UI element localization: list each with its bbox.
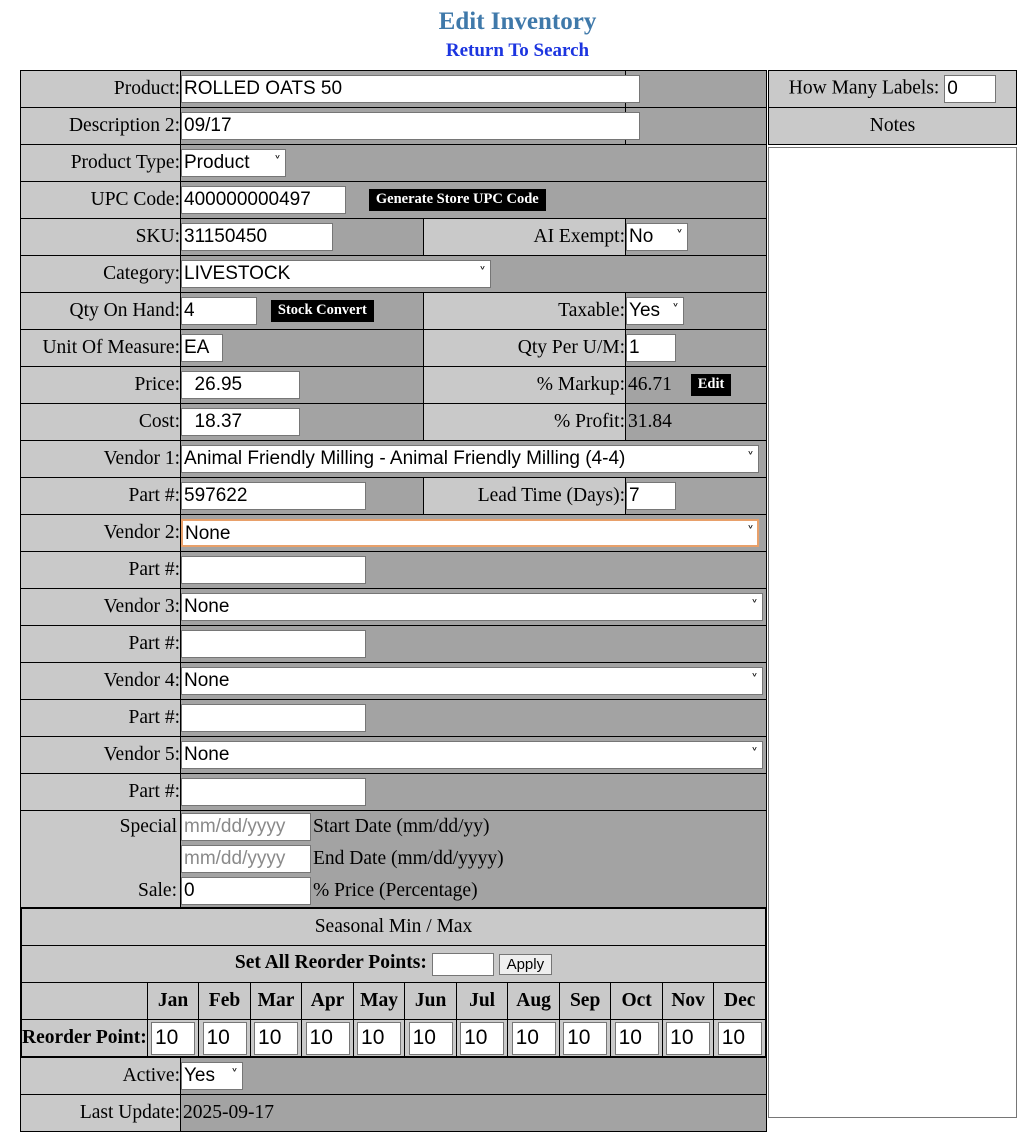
notes-header: Notes: [769, 108, 1017, 145]
row-qty-on-hand: [21, 293, 767, 330]
qty-per-um-label: Qty Per U/M:: [424, 330, 626, 367]
lead-time-input[interactable]: [626, 482, 676, 510]
inventory-form-table: [20, 70, 767, 1132]
vendor1-label: Vendor 1:: [21, 441, 181, 478]
page-header: [0, 0, 1035, 62]
part1-input[interactable]: [181, 482, 366, 510]
reorder-point-input-aug[interactable]: [512, 1022, 556, 1055]
upc-code-value-cell: [181, 182, 767, 219]
special-sale-value-cell: [181, 811, 767, 908]
reorder-point-input-feb[interactable]: [203, 1022, 247, 1055]
sku-label: SKU:: [21, 219, 181, 256]
seasonal-title: Seasonal Min / Max: [22, 909, 766, 946]
reorder-point-cell-dec: [714, 1020, 766, 1057]
row-cost: [21, 404, 767, 441]
reorder-point-input-apr[interactable]: [306, 1022, 350, 1055]
month-header-feb: Feb: [199, 983, 251, 1020]
vendor2-select[interactable]: [181, 519, 759, 547]
special-end-date-input[interactable]: [181, 845, 311, 873]
sku-value-cell: [181, 219, 424, 256]
vendor1-value-cell: [181, 441, 767, 478]
row-unit-of-measure: [21, 330, 767, 367]
product-label: Product:: [21, 71, 181, 108]
part2-input[interactable]: [181, 556, 366, 584]
profit-value: 31.84: [628, 411, 672, 432]
how-many-labels-input[interactable]: [944, 75, 996, 103]
markup-label: % Markup:: [424, 367, 626, 404]
row-product: [21, 71, 767, 108]
month-header-jul: Jul: [456, 983, 508, 1020]
row-vendor1: [21, 441, 767, 478]
reorder-point-cell-aug: [508, 1020, 560, 1057]
cost-input[interactable]: [181, 408, 300, 436]
row-description2: [21, 108, 767, 145]
start-date-text: Start Date (mm/dd/yy): [313, 816, 490, 837]
reorder-point-cell-jul: [456, 1020, 508, 1057]
row-special-sale: [21, 811, 767, 908]
product-type-label: Product Type:: [21, 145, 181, 182]
markup-value-cell: [626, 367, 767, 404]
active-value-cell: [181, 1058, 767, 1095]
how-many-labels-cell: [769, 71, 1017, 108]
return-to-search-link[interactable]: Return To Search: [445, 39, 590, 61]
month-header-apr: Apr: [302, 983, 354, 1020]
reorder-point-cell-apr: [302, 1020, 354, 1057]
ai-exempt-label: AI Exempt:: [424, 219, 626, 256]
vendor5-value-cell: [181, 737, 767, 774]
special-start-date-row: [181, 811, 766, 843]
category-label: Category:: [21, 256, 181, 293]
taxable-select-wrap: [626, 297, 684, 325]
qty-on-hand-label: Qty On Hand:: [21, 293, 181, 330]
seasonal-month-header-row: [22, 983, 766, 1020]
vendor2-select-wrap: [181, 519, 759, 547]
ai-exempt-select-wrap: [626, 223, 688, 251]
vendor3-value-cell: [181, 589, 767, 626]
inventory-form-column: [20, 70, 766, 1132]
row-upc-code: [21, 182, 767, 219]
month-header-mar: Mar: [250, 983, 302, 1020]
reorder-point-input-jul[interactable]: [460, 1022, 504, 1055]
month-header-aug: Aug: [508, 983, 560, 1020]
end-date-text: End Date (mm/dd/yyyy): [313, 848, 504, 869]
product-value-cell: [181, 71, 626, 108]
part5-input[interactable]: [181, 778, 366, 806]
special-percent-input[interactable]: [181, 877, 311, 905]
ai-exempt-select[interactable]: [626, 223, 688, 251]
part3-label: Part #:: [21, 626, 181, 663]
special-sale-label-cell: [21, 811, 181, 908]
side-panel-column: [768, 70, 1017, 1118]
ai-exempt-value-cell: [626, 219, 767, 256]
side-panel-table: [768, 70, 1017, 145]
last-update-value-cell: [181, 1095, 767, 1132]
description2-spacer-cell: [626, 108, 767, 145]
generate-store-upc-code-button[interactable]: Generate Store UPC Code: [369, 189, 546, 211]
row-part5: [21, 774, 767, 811]
vendor2-label: Vendor 2:: [21, 515, 181, 552]
part4-label: Part #:: [21, 700, 181, 737]
product-input[interactable]: [181, 75, 640, 103]
upc-code-label: UPC Code:: [21, 182, 181, 219]
description2-input[interactable]: [181, 112, 640, 140]
vendor5-select[interactable]: [181, 741, 763, 769]
special-label: Special: [119, 816, 177, 837]
reorder-point-input-may[interactable]: [357, 1022, 401, 1055]
category-value-cell: [181, 256, 767, 293]
unit-of-measure-value-cell: [181, 330, 424, 367]
row-product-type: [21, 145, 767, 182]
row-seasonal: [21, 908, 767, 1058]
row-price: [21, 367, 767, 404]
sale-label: Sale:: [138, 880, 177, 901]
month-header-oct: Oct: [611, 983, 663, 1020]
profit-value-cell: [626, 404, 767, 441]
active-select-wrap: [181, 1062, 243, 1090]
how-many-labels-label: How Many Labels:: [788, 77, 940, 99]
row-last-update: [21, 1095, 767, 1132]
vendor3-select[interactable]: [181, 593, 763, 621]
page-title: Edit Inventory: [438, 8, 597, 35]
part5-label: Part #:: [21, 774, 181, 811]
qty-on-hand-input[interactable]: [181, 297, 257, 325]
row-part3: [21, 626, 767, 663]
percent-price-text: % Price (Percentage): [313, 880, 478, 901]
seasonal-section: [21, 908, 767, 1058]
part5-value-cell: [181, 774, 767, 811]
product-spacer-cell: [626, 71, 767, 108]
seasonal-title-row: [22, 909, 766, 946]
description2-value-cell: [181, 108, 626, 145]
vendor3-select-wrap: [181, 593, 763, 621]
row-vendor3: [21, 589, 767, 626]
unit-of-measure-input[interactable]: [181, 334, 223, 362]
reorder-point-cell-sep: [559, 1020, 611, 1057]
month-header-dec: Dec: [714, 983, 766, 1020]
unit-of-measure-label: Unit Of Measure:: [21, 330, 181, 367]
vendor4-select-wrap: [181, 667, 763, 695]
lead-time-label: Lead Time (Days):: [424, 478, 626, 515]
vendor5-select-wrap: [181, 741, 763, 769]
qty-per-um-value-cell: [626, 330, 767, 367]
vendor4-select[interactable]: [181, 667, 763, 695]
part3-value-cell: [181, 626, 767, 663]
taxable-select[interactable]: [626, 297, 684, 325]
price-value-cell: [181, 367, 424, 404]
set-all-cell: [22, 946, 766, 983]
month-header-nov: Nov: [662, 983, 714, 1020]
seasonal-reorder-row: [22, 1020, 766, 1057]
category-select-wrap: [181, 260, 491, 288]
reorder-point-input-jun[interactable]: [409, 1022, 453, 1055]
upc-code-input[interactable]: [181, 186, 346, 214]
edit-markup-button[interactable]: Edit: [691, 374, 732, 396]
reorder-point-label: Reorder Point:: [22, 1020, 148, 1057]
reorder-point-cell-feb: [199, 1020, 251, 1057]
active-select[interactable]: [181, 1062, 243, 1090]
taxable-label: Taxable:: [424, 293, 626, 330]
markup-value: 46.71: [628, 373, 672, 395]
qty-per-um-input[interactable]: [626, 334, 676, 362]
row-part2: [21, 552, 767, 589]
month-header-blank: [22, 983, 148, 1020]
reorder-point-cell-jan: [147, 1020, 199, 1057]
apply-reorder-points-button[interactable]: Apply: [499, 954, 553, 975]
vendor2-value-cell: [181, 515, 767, 552]
set-all-reorder-points-input[interactable]: [432, 953, 494, 976]
last-update-label: Last Update:: [21, 1095, 181, 1132]
month-header-jan: Jan: [147, 983, 199, 1020]
row-sku: [21, 219, 767, 256]
reorder-point-input-mar[interactable]: [254, 1022, 298, 1055]
main-layout: [20, 70, 1015, 1132]
part1-value-cell: [181, 478, 424, 515]
reorder-point-cell-oct: [611, 1020, 663, 1057]
product-type-value-cell: [181, 145, 767, 182]
row-vendor2: [21, 515, 767, 552]
description2-label: Description 2:: [21, 108, 181, 145]
row-part4: [21, 700, 767, 737]
product-type-select[interactable]: [181, 149, 286, 177]
reorder-point-input-nov[interactable]: [666, 1022, 710, 1055]
reorder-point-cell-nov: [662, 1020, 714, 1057]
month-header-sep: Sep: [559, 983, 611, 1020]
vendor1-select-wrap: [181, 445, 759, 473]
row-category: [21, 256, 767, 293]
seasonal-table: [21, 908, 766, 1057]
vendor4-label: Vendor 4:: [21, 663, 181, 700]
row-active: [21, 1058, 767, 1095]
qty-on-hand-value-cell: [181, 293, 424, 330]
reorder-point-input-sep[interactable]: [563, 1022, 607, 1055]
taxable-value-cell: [626, 293, 767, 330]
row-vendor5: [21, 737, 767, 774]
row-part1: [21, 478, 767, 515]
month-header-may: May: [353, 983, 405, 1020]
part4-value-cell: [181, 700, 767, 737]
row-how-many-labels: [769, 71, 1017, 108]
part3-input[interactable]: [181, 630, 366, 658]
seasonal-setall-row: [22, 946, 766, 983]
profit-label: % Profit:: [424, 404, 626, 441]
vendor4-value-cell: [181, 663, 767, 700]
part2-value-cell: [181, 552, 767, 589]
reorder-point-cell-may: [353, 1020, 405, 1057]
vendor5-label: Vendor 5:: [21, 737, 181, 774]
price-input[interactable]: [181, 371, 300, 399]
cost-value-cell: [181, 404, 424, 441]
special-end-date-row: [181, 843, 766, 875]
part1-label: Part #:: [21, 478, 181, 515]
special-percent-row: [181, 875, 766, 907]
reorder-point-input-oct[interactable]: [615, 1022, 659, 1055]
reorder-point-cell-jun: [405, 1020, 457, 1057]
vendor3-label: Vendor 3:: [21, 589, 181, 626]
row-notes-header: [769, 108, 1017, 145]
product-type-select-wrap: [181, 149, 286, 177]
notes-textarea[interactable]: [768, 147, 1017, 1118]
reorder-point-input-dec[interactable]: [718, 1022, 762, 1055]
reorder-point-cell-mar: [250, 1020, 302, 1057]
part2-label: Part #:: [21, 552, 181, 589]
vendor1-select[interactable]: [181, 445, 759, 473]
price-label: Price:: [21, 367, 181, 404]
special-start-date-input[interactable]: [181, 813, 311, 841]
set-all-label: Set All Reorder Points:: [234, 952, 427, 974]
stock-convert-button[interactable]: Stock Convert: [271, 300, 374, 322]
active-label: Active:: [21, 1058, 181, 1095]
sku-input[interactable]: [181, 223, 333, 251]
month-header-jun: Jun: [405, 983, 457, 1020]
row-vendor4: [21, 663, 767, 700]
lead-time-value-cell: [626, 478, 767, 515]
category-select[interactable]: [181, 260, 491, 288]
last-update-value: 2025-09-17: [183, 1102, 274, 1123]
part4-input[interactable]: [181, 704, 366, 732]
cost-label: Cost:: [21, 404, 181, 441]
reorder-point-input-jan[interactable]: [151, 1022, 195, 1055]
